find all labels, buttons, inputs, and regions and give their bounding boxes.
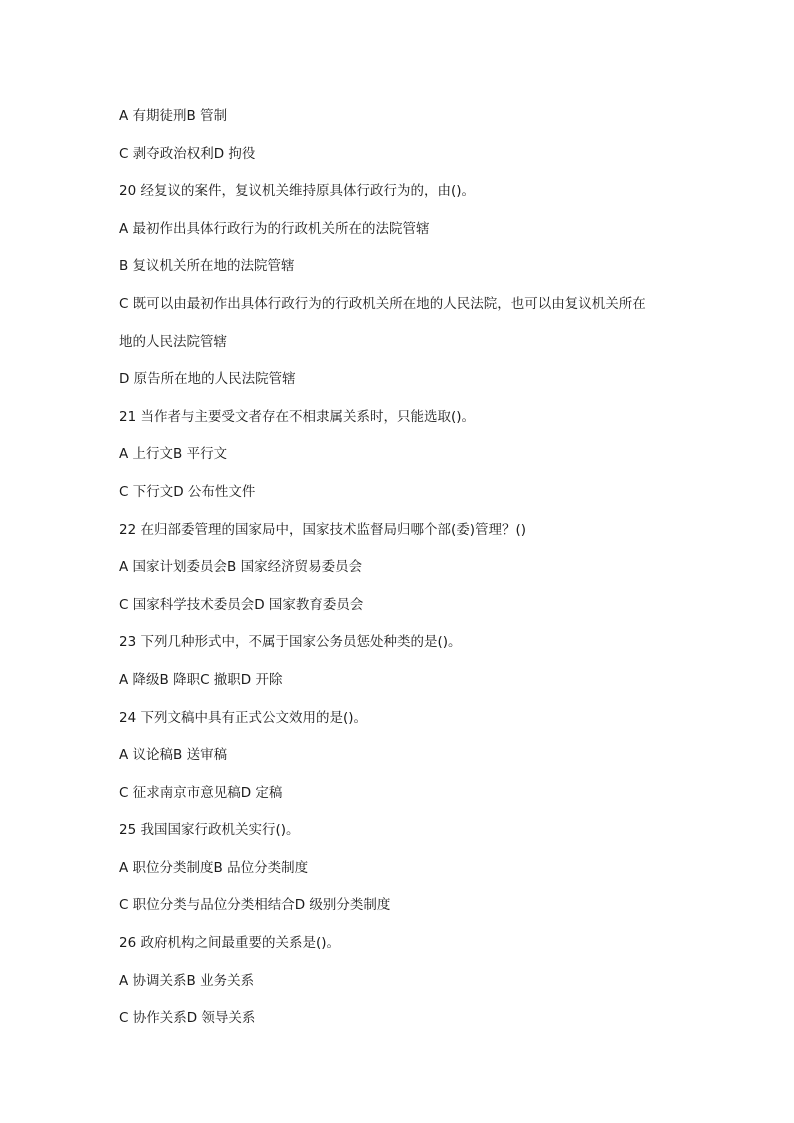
option-line: A 最初作出具体行政行为的行政机关所在的法院管辖 [119,220,430,237]
question-26: 26 政府机构之间最重要的关系是()。 [119,935,341,952]
option-line: A 国家计划委员会B 国家经济贸易委员会 [119,559,363,576]
option-line: C 征求南京市意见稿D 定稿 [119,784,283,801]
document-page [119,104,689,1044]
question-21: 21 当作者与主要受文者存在不相隶属关系时，只能选取()。 [119,408,476,425]
option-line: A 职位分类制度B 品位分类制度 [119,859,309,876]
option-line: A 降级B 降职C 撤职D 开除 [119,671,283,688]
option-line: C 协作关系D 领导关系 [119,1010,256,1027]
option-line: C 既可以由最初作出具体行政行为的行政机关所在地的人民法院，也可以由复议机关所在 [119,295,646,312]
option-line: B 复议机关所在地的法院管辖 [119,258,295,275]
option-line: C 剥夺政治权利D 拘役 [119,145,256,162]
option-line: C 职位分类与品位分类相结合D 级别分类制度 [119,897,391,914]
option-line-continuation: 地的人民法院管辖 [119,333,227,350]
option-line: C 下行文D 公布性文件 [119,483,256,500]
question-22: 22 在归部委管理的国家局中，国家技术监督局归哪个部(委)管理？() [119,521,527,538]
question-25: 25 我国国家行政机关实行()。 [119,822,300,839]
question-23: 23 下列几种形式中，不属于国家公务员惩处种类的是()。 [119,634,462,651]
option-line: C 国家科学技术委员会D 国家教育委员会 [119,596,364,613]
option-line: A 上行文B 平行文 [119,446,228,463]
option-line: A 有期徒刑B 管制 [119,108,228,124]
question-20: 20 经复议的案件，复议机关维持原具体行政行为的，由()。 [119,183,476,200]
option-line: A 协调关系B 业务关系 [119,972,255,989]
option-line: D 原告所在地的人民法院管辖 [119,371,296,388]
question-24: 24 下列文稿中具有正式公文效用的是()。 [119,709,368,726]
option-line: A 议论稿B 送审稿 [119,747,228,764]
